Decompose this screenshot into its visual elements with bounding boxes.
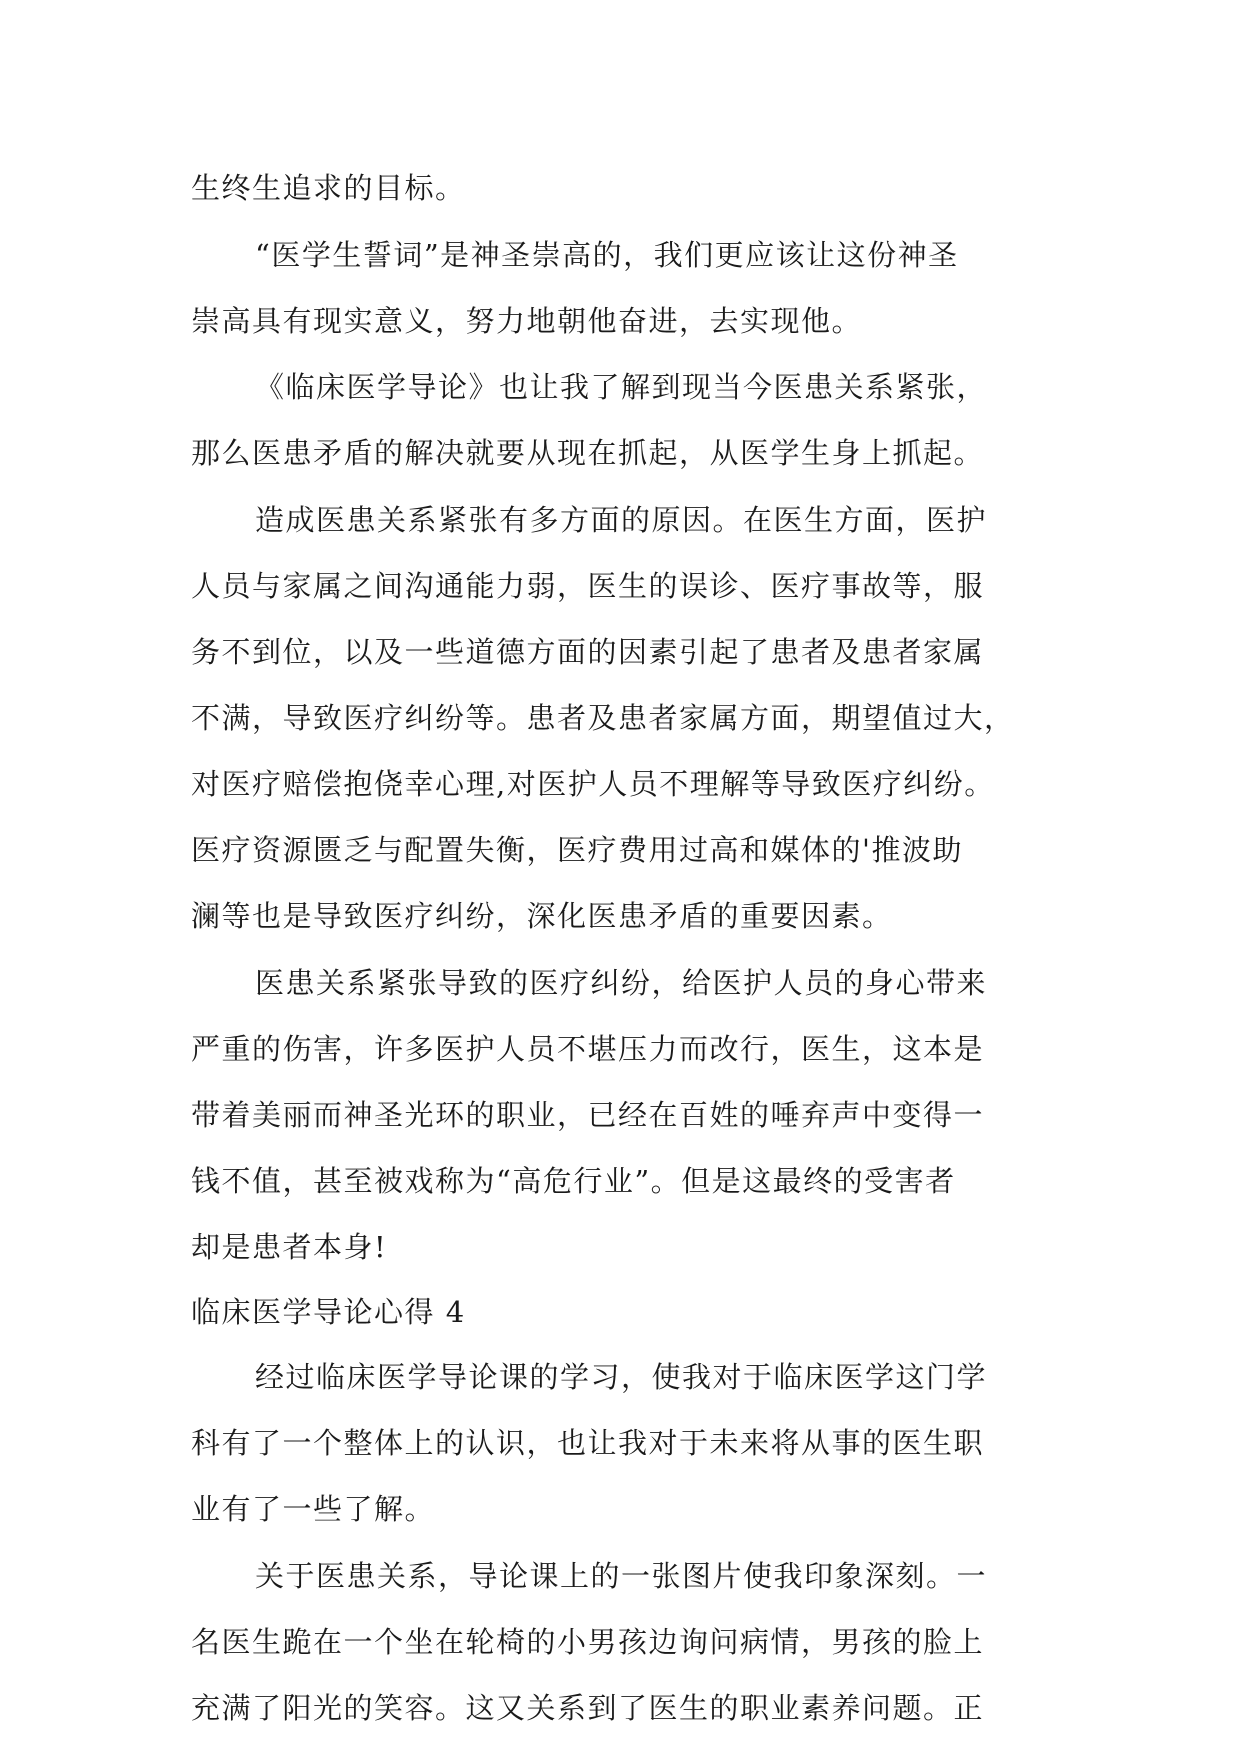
text-line: 名医生跪在一个坐在轮椅的小男孩边询问病情，男孩的脸上 <box>191 1625 985 1659</box>
text-line: 医患关系紧张导致的医疗纠纷，给医护人员的身心带来 <box>255 966 988 1000</box>
text-line: 科有了一个整体上的认识，也让我对于未来将从事的医生职 <box>191 1426 985 1460</box>
text-line: 澜等也是导致医疗纠纷，深化医患矛盾的重要因素。 <box>191 899 893 933</box>
text-line: 务不到位，以及一些道德方面的因素引起了患者及患者家属 <box>191 635 985 669</box>
text-line: 人员与家属之间沟通能力弱，医生的误诊、医疗事故等，服 <box>191 569 985 603</box>
text-line: 造成医患关系紧张有多方面的原因。在医生方面，医护 <box>255 503 988 537</box>
text-line: “医学生誓词”是神圣崇高的，我们更应该让这份神圣 <box>255 238 959 272</box>
text-line: 严重的伤害，许多医护人员不堪压力而改行，医生，这本是 <box>191 1032 985 1066</box>
text-line: 《临床医学导论》也让我了解到现当今医患关系紧张， <box>255 370 988 404</box>
text-line: 不满，导致医疗纠纷等。患者及患者家属方面，期望值过大， <box>191 701 1015 735</box>
section-heading: 临床医学导论心得 4 <box>191 1295 466 1329</box>
text-line: 却是患者本身! <box>191 1230 388 1264</box>
text-line: 医疗资源匮乏与配置失衡，医疗费用过高和媒体的'推波助 <box>191 833 963 867</box>
text-line: 经过临床医学导论课的学习，使我对于临床医学这门学 <box>255 1360 988 1394</box>
text-line: 那么医患矛盾的解决就要从现在抓起，从医学生身上抓起。 <box>191 436 985 470</box>
text-line: 崇高具有现实意义，努力地朝他奋进，去实现他。 <box>191 304 863 338</box>
text-line: 生终生追求的目标。 <box>191 171 466 205</box>
text-line: 关于医患关系，导论课上的一张图片使我印象深刻。一 <box>255 1559 988 1593</box>
text-line: 业有了一些了解。 <box>191 1492 436 1526</box>
text-line: 充满了阳光的笑容。这又关系到了医生的职业素养问题。正 <box>191 1691 985 1725</box>
text-line: 钱不值，甚至被戏称为“高危行业”。但是这最终的受害者 <box>191 1164 956 1198</box>
text-line: 对医疗赔偿抱侥幸心理,对医护人员不理解等导致医疗纠纷。 <box>191 767 995 801</box>
text-line: 带着美丽而神圣光环的职业，已经在百姓的唾弃声中变得一 <box>191 1098 985 1132</box>
